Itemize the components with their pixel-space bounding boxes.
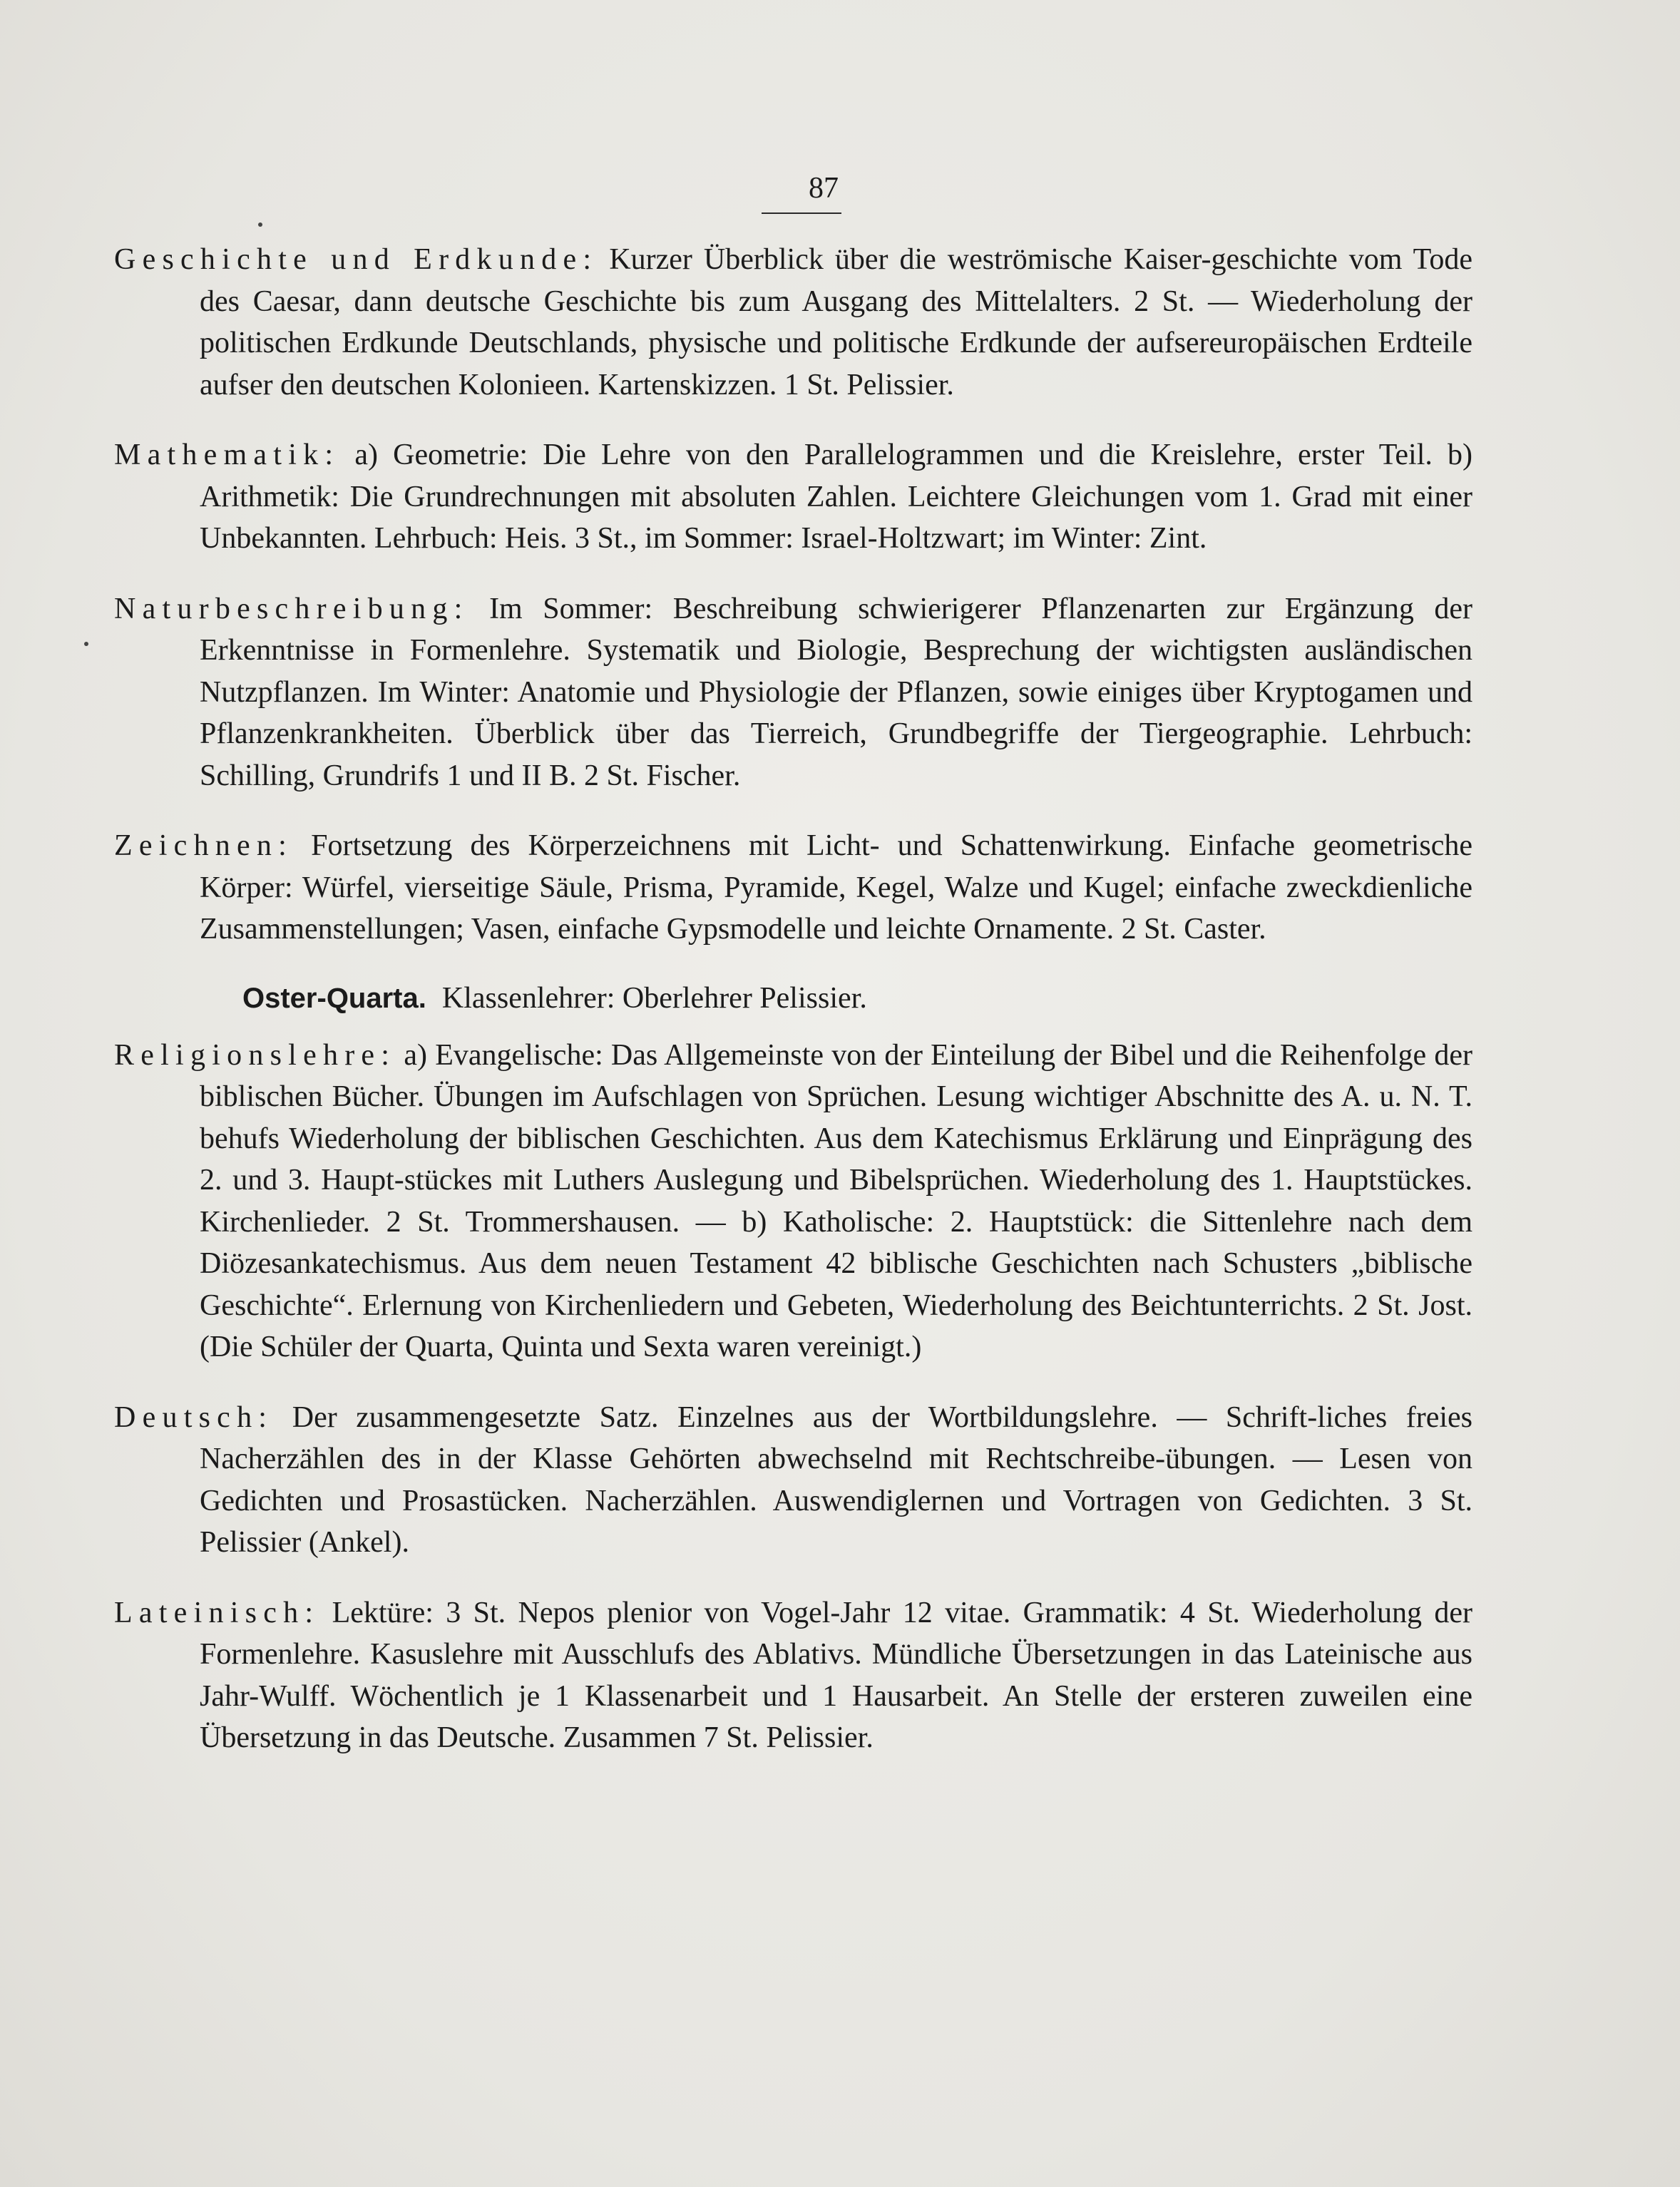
section-text: Lektüre: 3 St. Nepos plenior von Vogel-Jahr 12 vitae. Grammatik: 4 St. Wiederholung der Formenlehre. Kasuslehre mit Ausschlufs des Ablativs. Mündliche Übersetzungen in das Lateinische aus Jahr-Wulff. Wöchentlich je 1 Klassenarbeit und 1 Hausarbeit. An Stelle der ersteren zuweilen eine Übersetzung in das Deutsche. Zusammen 7 St. Pelissier. <box>200 1596 1473 1754</box>
section-heading: Zeichnen: <box>114 829 294 862</box>
section-text: a) Evangelische: Das Allgemeinste von der Einteilung der Bibel und die Reihenfolge der biblischen Bücher. Übungen im Aufschlagen von Sprüchen. Lesung wichtiger Abschnitte des A. u. N. T. behufs Wiederholung der biblischen Geschichten. Aus dem Katechismus Erklärung und Einprägung des 2. und 3. Haupt-stückes mit Luthers Auslegung und Bibelsprüchen. Wiederholung des 1. Hauptstückes. Kirchenlieder. 2 St. Trommershausen. — b) Katholische: 2. Hauptstück: die Sittenlehre nach dem Diözesankatechismus. Aus dem neuen Testament 42 biblische Geschichten nach Schusters „biblische Geschichte“. Erlernung von Kirchenliedern und Gebeten, Wiederholung des Beichtunterrichts. 2 St. Jost. (Die Schüler der Quarta, Quinta und Sexta waren vereinigt.) <box>200 1038 1472 1363</box>
section-text: Kurzer Überblick über die weströmische Kaiser-geschichte vom Tode des Caesar, dann deutsche Geschichte bis zum Ausgang des Mittelalters. 2 St. — Wiederholung der politischen Erdkunde Deutschlands, physische und politische Erdkunde der aufsereuropäischen Erdteile aufser den deutschen Kolonieen. Kartenskizzen. 1 St. Pelissier. <box>200 243 1473 401</box>
class-heading <box>114 978 1472 1019</box>
page-number-rule <box>762 212 841 214</box>
section-zeichnen <box>114 825 1472 951</box>
class-name: Oster-Quarta. <box>242 982 426 1014</box>
section-heading: Religionslehre: <box>114 1038 396 1072</box>
section-heading: Naturbeschreibung: <box>114 592 469 625</box>
class-teacher: Klassenlehrer: Oberlehrer Pelissier. <box>441 981 867 1015</box>
section-text: a) Geometrie: Die Lehre von den Parallelogrammen und die Kreislehre, erster Teil. b) Arithmetik: Die Grundrechnungen mit absoluten Zahlen. Leichtere Gleichungen vom 1. Grad mit einer Unbekannten. Lehrbuch: Heis. 3 St., im Sommer: Israel-Holtzwart; im Winter: Zint. <box>200 439 1473 555</box>
section-heading: Lateinisch: <box>114 1596 320 1629</box>
section-heading: Mathematik: <box>114 439 340 471</box>
section-geschichte-erdkunde <box>114 239 1472 406</box>
section-text: Im Sommer: Beschreibung schwierigerer Pflanzenarten zur Ergänzung der Erkenntnisse in Formenlehre. Systematik und Biologie, Besprechung der wichtigsten ausländischen Nutzpflanzen. Im Winter: Anatomie und Physiologie der Pflanzen, sowie einiges über Kryptogamen und Pflanzenkrankheiten. Überblick über das Tierreich, Grundbegriffe der Tiergeographie. Lehrbuch: Schilling, Grundrifs 1 und II B. 2 St. Fischer. <box>200 592 1473 792</box>
section-naturbeschreibung <box>114 588 1472 797</box>
ink-speck <box>84 642 88 646</box>
ink-speck <box>258 222 262 227</box>
section-deutsch <box>114 1397 1472 1564</box>
page-content <box>114 239 1472 1788</box>
section-lateinisch <box>114 1592 1472 1759</box>
section-heading: Geschichte und Erdkunde: <box>114 243 598 276</box>
section-text: Fortsetzung des Körperzeichnens mit Licht- und Schattenwirkung. Einfache geometrische Körper: Würfel, vierseitige Säule, Prisma, Pyramide, Kegel, Walze und Kugel; einfache zweckdienliche Zusammenstellungen; Vasen, einfache Gypsmodelle und leichte Ornamente. 2 St. Caster. <box>200 829 1473 946</box>
page-number: 87 <box>809 172 839 205</box>
section-religionslehre <box>114 1035 1472 1368</box>
section-mathematik <box>114 434 1472 560</box>
section-text: Der zusammengesetzte Satz. Einzelnes aus der Wortbildungslehre. — Schrift-liches freies Nacherzählen des in der Klasse Gehörten abwechselnd mit Rechtschreibe-übungen. — Lesen von Gedichten und Prosastücken. Nacherzählen. Auswendiglernen und Vortragen von Gedichten. 3 St. Pelissier (Ankel). <box>200 1400 1472 1559</box>
section-heading: Deutsch: <box>114 1400 274 1434</box>
